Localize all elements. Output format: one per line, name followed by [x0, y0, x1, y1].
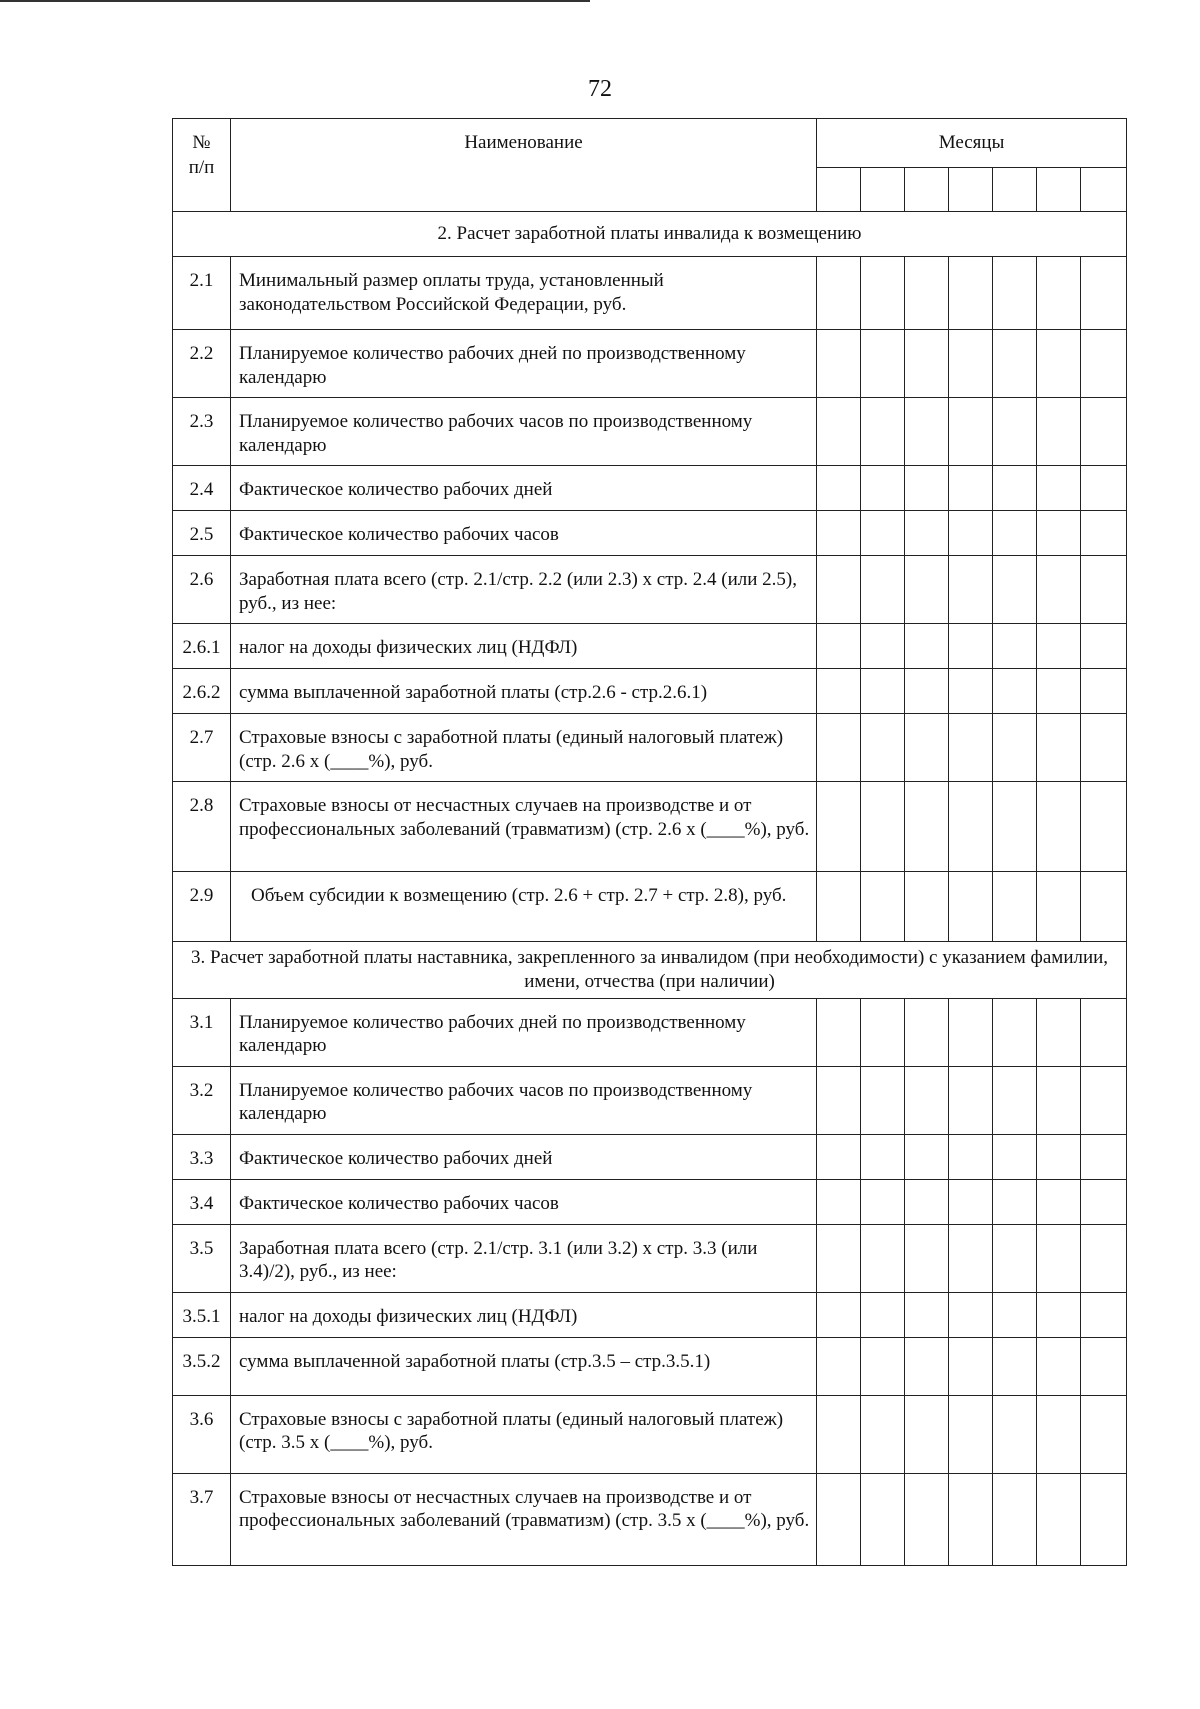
- month-slot-4: [949, 168, 993, 212]
- header-name-cell: [231, 119, 817, 212]
- month-value-cell[interactable]: [1037, 782, 1081, 872]
- month-value-cell[interactable]: [905, 466, 949, 511]
- month-value-cell[interactable]: [1081, 1066, 1127, 1134]
- month-slot-2: [861, 168, 905, 212]
- month-value-cell[interactable]: [861, 1066, 905, 1134]
- month-value-cell[interactable]: [949, 330, 993, 398]
- table-row: [173, 1134, 1127, 1179]
- month-value-cell[interactable]: [817, 714, 861, 782]
- section-title: 3. Расчет заработной платы наставника, закрепленного за инвалидом (при необходимости) с указанием фамилии, имени, отчества (при наличии): [173, 942, 1127, 999]
- month-value-cell[interactable]: [861, 398, 905, 466]
- header-num-cell: [173, 119, 231, 212]
- month-value-cell[interactable]: [1037, 398, 1081, 466]
- row-number: 2.4: [173, 466, 231, 511]
- month-value-cell[interactable]: [817, 511, 861, 556]
- row-number: 3.1: [173, 998, 231, 1066]
- month-value-cell[interactable]: [949, 1337, 993, 1395]
- row-number: 2.1: [173, 257, 231, 330]
- row-name: налог на доходы физических лиц (НДФЛ): [231, 624, 817, 669]
- month-value-cell[interactable]: [949, 669, 993, 714]
- month-slot-3: [905, 168, 949, 212]
- table-row: [173, 872, 1127, 942]
- month-value-cell[interactable]: [1037, 872, 1081, 942]
- month-value-cell[interactable]: [993, 669, 1037, 714]
- month-value-cell[interactable]: [993, 624, 1037, 669]
- month-value-cell[interactable]: [993, 1292, 1037, 1337]
- month-value-cell[interactable]: [905, 624, 949, 669]
- month-value-cell[interactable]: [817, 556, 861, 624]
- month-value-cell[interactable]: [949, 1134, 993, 1179]
- row-number: 3.7: [173, 1473, 231, 1565]
- month-value-cell[interactable]: [817, 1337, 861, 1395]
- table-row: [173, 1337, 1127, 1395]
- table-row: [173, 782, 1127, 872]
- month-value-cell[interactable]: [1081, 624, 1127, 669]
- month-value-cell[interactable]: [861, 782, 905, 872]
- month-value-cell[interactable]: [861, 998, 905, 1066]
- month-value-cell[interactable]: [817, 1224, 861, 1292]
- month-value-cell[interactable]: [1081, 556, 1127, 624]
- row-name: Фактическое количество рабочих часов: [231, 511, 817, 556]
- month-value-cell[interactable]: [861, 1473, 905, 1565]
- month-value-cell[interactable]: [1037, 257, 1081, 330]
- header-months-cell: [817, 119, 1127, 168]
- month-value-cell[interactable]: [861, 1395, 905, 1473]
- row-name: Планируемое количество рабочих дней по производственному календарю: [231, 330, 817, 398]
- scan-top-edge-line: [0, 0, 590, 2]
- month-value-cell[interactable]: [1037, 330, 1081, 398]
- month-value-cell[interactable]: [1081, 330, 1127, 398]
- row-name: сумма выплаченной заработной платы (стр.3.5 – стр.3.5.1): [231, 1337, 817, 1395]
- table-row: [173, 1179, 1127, 1224]
- month-value-cell[interactable]: [993, 1179, 1037, 1224]
- row-name: сумма выплаченной заработной платы (стр.2.6 - стр.2.6.1): [231, 669, 817, 714]
- row-name: Планируемое количество рабочих часов по производственному календарю: [231, 398, 817, 466]
- row-number: 3.5: [173, 1224, 231, 1292]
- month-value-cell[interactable]: [817, 1395, 861, 1473]
- month-value-cell[interactable]: [1081, 398, 1127, 466]
- month-value-cell[interactable]: [905, 872, 949, 942]
- row-name: Заработная плата всего (стр. 2.1/стр. 2.2 (или 2.3) x стр. 2.4 (или 2.5), руб., из нее:: [231, 556, 817, 624]
- header-num-sub-label: п/п: [188, 156, 215, 178]
- table-row: [173, 398, 1127, 466]
- month-value-cell[interactable]: [1081, 1395, 1127, 1473]
- row-number: 2.8: [173, 782, 231, 872]
- month-value-cell[interactable]: [861, 556, 905, 624]
- month-value-cell[interactable]: [905, 782, 949, 872]
- month-value-cell[interactable]: [905, 511, 949, 556]
- month-value-cell[interactable]: [949, 872, 993, 942]
- month-value-cell[interactable]: [993, 1134, 1037, 1179]
- month-value-cell[interactable]: [817, 1066, 861, 1134]
- month-value-cell[interactable]: [1081, 1179, 1127, 1224]
- month-value-cell[interactable]: [1081, 1337, 1127, 1395]
- month-value-cell[interactable]: [817, 872, 861, 942]
- row-name: Страховые взносы с заработной платы (единый налоговый платеж) (стр. 3.5 х (____%), руб.: [231, 1395, 817, 1473]
- month-value-cell[interactable]: [817, 1179, 861, 1224]
- page-number: 72: [588, 76, 612, 102]
- row-number: 3.4: [173, 1179, 231, 1224]
- month-value-cell[interactable]: [817, 1134, 861, 1179]
- header-name-label: Наименование: [464, 132, 583, 153]
- month-value-cell[interactable]: [949, 624, 993, 669]
- month-value-cell[interactable]: [817, 782, 861, 872]
- table-row: [173, 511, 1127, 556]
- month-value-cell[interactable]: [861, 511, 905, 556]
- row-name: Страховые взносы от несчастных случаев на производстве и от профессиональных заболеваний (травматизм) (стр. 3.5 х (____%), руб.: [231, 1473, 817, 1565]
- table-row: [173, 466, 1127, 511]
- month-value-cell[interactable]: [905, 1179, 949, 1224]
- month-value-cell[interactable]: [1081, 1224, 1127, 1292]
- month-value-cell[interactable]: [1037, 624, 1081, 669]
- month-value-cell[interactable]: [1081, 1292, 1127, 1337]
- table-row: [173, 998, 1127, 1066]
- month-value-cell[interactable]: [1037, 714, 1081, 782]
- month-slot-7: [1081, 168, 1127, 212]
- header-num-label: №: [192, 132, 211, 153]
- month-value-cell[interactable]: [1081, 257, 1127, 330]
- month-value-cell[interactable]: [861, 1134, 905, 1179]
- month-value-cell[interactable]: [1081, 1134, 1127, 1179]
- month-value-cell[interactable]: [993, 398, 1037, 466]
- row-name: налог на доходы физических лиц (НДФЛ): [231, 1292, 817, 1337]
- row-number: 2.6: [173, 556, 231, 624]
- month-value-cell[interactable]: [949, 998, 993, 1066]
- month-value-cell[interactable]: [817, 1473, 861, 1565]
- month-value-cell[interactable]: [905, 1134, 949, 1179]
- month-value-cell[interactable]: [949, 1395, 993, 1473]
- month-value-cell[interactable]: [993, 511, 1037, 556]
- month-value-cell[interactable]: [817, 330, 861, 398]
- month-value-cell[interactable]: [949, 1179, 993, 1224]
- month-value-cell[interactable]: [1037, 1066, 1081, 1134]
- month-value-cell[interactable]: [861, 714, 905, 782]
- month-value-cell[interactable]: [993, 782, 1037, 872]
- section-header-row: [173, 942, 1127, 999]
- month-value-cell[interactable]: [817, 466, 861, 511]
- row-number: 3.6: [173, 1395, 231, 1473]
- month-value-cell[interactable]: [905, 1337, 949, 1395]
- table-body: [173, 212, 1127, 1566]
- table-row: [173, 1066, 1127, 1134]
- month-value-cell[interactable]: [1037, 1337, 1081, 1395]
- month-value-cell[interactable]: [993, 1395, 1037, 1473]
- month-value-cell[interactable]: [993, 556, 1037, 624]
- row-name: Фактическое количество рабочих дней: [231, 1134, 817, 1179]
- row-number: 2.9: [173, 872, 231, 942]
- month-value-cell[interactable]: [993, 872, 1037, 942]
- section-header-row: [173, 212, 1127, 257]
- table-row: [173, 556, 1127, 624]
- month-value-cell[interactable]: [1037, 511, 1081, 556]
- header-months-label: Месяцы: [938, 132, 1005, 154]
- month-value-cell[interactable]: [1037, 556, 1081, 624]
- month-value-cell[interactable]: [1037, 1473, 1081, 1565]
- month-value-cell[interactable]: [861, 872, 905, 942]
- month-value-cell[interactable]: [949, 466, 993, 511]
- month-value-cell[interactable]: [905, 330, 949, 398]
- month-slot-5: [993, 168, 1037, 212]
- month-value-cell[interactable]: [1081, 466, 1127, 511]
- month-value-cell[interactable]: [861, 330, 905, 398]
- month-value-cell[interactable]: [1081, 872, 1127, 942]
- row-name: Фактическое количество рабочих часов: [231, 1179, 817, 1224]
- month-slot-1: [817, 168, 861, 212]
- month-value-cell[interactable]: [861, 669, 905, 714]
- month-value-cell[interactable]: [949, 714, 993, 782]
- month-value-cell[interactable]: [1037, 466, 1081, 511]
- row-name: Заработная плата всего (стр. 2.1/стр. 3.1 (или 3.2) х стр. 3.3 (или 3.4)/2), руб., из нее:: [231, 1224, 817, 1292]
- table-row: [173, 624, 1127, 669]
- month-value-cell[interactable]: [949, 1224, 993, 1292]
- month-value-cell[interactable]: [1037, 669, 1081, 714]
- month-value-cell[interactable]: [1037, 1134, 1081, 1179]
- month-value-cell[interactable]: [905, 1224, 949, 1292]
- table-row: [173, 669, 1127, 714]
- month-value-cell[interactable]: [993, 1337, 1037, 1395]
- month-value-cell[interactable]: [949, 511, 993, 556]
- month-value-cell[interactable]: [993, 1224, 1037, 1292]
- month-value-cell[interactable]: [861, 1292, 905, 1337]
- month-value-cell[interactable]: [861, 1337, 905, 1395]
- month-value-cell[interactable]: [1081, 669, 1127, 714]
- month-value-cell[interactable]: [1081, 1473, 1127, 1565]
- table-header: [173, 119, 1127, 212]
- month-slot-6: [1037, 168, 1081, 212]
- month-value-cell[interactable]: [1081, 714, 1127, 782]
- month-value-cell[interactable]: [993, 1473, 1037, 1565]
- month-value-cell[interactable]: [905, 257, 949, 330]
- month-value-cell[interactable]: [861, 624, 905, 669]
- table-row: [173, 257, 1127, 330]
- row-name: Планируемое количество рабочих часов по производственному календарю: [231, 1066, 817, 1134]
- subsidy-calculation-table: [172, 118, 1127, 1566]
- table-row: [173, 1395, 1127, 1473]
- month-value-cell[interactable]: [949, 1473, 993, 1565]
- month-value-cell[interactable]: [817, 1292, 861, 1337]
- month-value-cell[interactable]: [949, 1292, 993, 1337]
- month-value-cell[interactable]: [905, 1395, 949, 1473]
- row-name: Минимальный размер оплаты труда, установленный законодательством Российской Федерации, руб.: [231, 257, 817, 330]
- month-value-cell[interactable]: [949, 398, 993, 466]
- row-number: 3.5.2: [173, 1337, 231, 1395]
- row-number: 2.6.1: [173, 624, 231, 669]
- month-value-cell[interactable]: [993, 714, 1037, 782]
- row-number: 3.3: [173, 1134, 231, 1179]
- row-name: Объем субсидии к возмещению (стр. 2.6 + стр. 2.7 + стр. 2.8), руб.: [231, 872, 817, 942]
- month-value-cell[interactable]: [861, 1179, 905, 1224]
- table-row: [173, 1292, 1127, 1337]
- month-value-cell[interactable]: [817, 998, 861, 1066]
- month-value-cell[interactable]: [861, 257, 905, 330]
- month-value-cell[interactable]: [905, 998, 949, 1066]
- month-value-cell[interactable]: [905, 669, 949, 714]
- month-value-cell[interactable]: [949, 257, 993, 330]
- row-name: Планируемое количество рабочих дней по производственному календарю: [231, 998, 817, 1066]
- month-value-cell[interactable]: [1081, 782, 1127, 872]
- row-number: 2.2: [173, 330, 231, 398]
- month-value-cell[interactable]: [1037, 1292, 1081, 1337]
- row-number: 2.6.2: [173, 669, 231, 714]
- month-value-cell[interactable]: [993, 998, 1037, 1066]
- month-value-cell[interactable]: [1037, 1179, 1081, 1224]
- month-value-cell[interactable]: [993, 330, 1037, 398]
- table-row: [173, 1473, 1127, 1565]
- month-value-cell[interactable]: [949, 556, 993, 624]
- month-value-cell[interactable]: [817, 398, 861, 466]
- month-value-cell[interactable]: [905, 1473, 949, 1565]
- row-number: 2.3: [173, 398, 231, 466]
- month-value-cell[interactable]: [905, 398, 949, 466]
- row-name: Страховые взносы от несчастных случаев на производстве и от профессиональных заболеваний (травматизм) (стр. 2.6 х (____%), руб.: [231, 782, 817, 872]
- row-number: 2.5: [173, 511, 231, 556]
- month-value-cell[interactable]: [993, 1066, 1037, 1134]
- section-title: 2. Расчет заработной платы инвалида к возмещению: [173, 212, 1127, 257]
- month-value-cell[interactable]: [817, 624, 861, 669]
- month-value-cell[interactable]: [861, 466, 905, 511]
- month-value-cell[interactable]: [993, 466, 1037, 511]
- month-value-cell[interactable]: [817, 669, 861, 714]
- table-row: [173, 330, 1127, 398]
- month-value-cell[interactable]: [1037, 998, 1081, 1066]
- month-value-cell[interactable]: [1037, 1395, 1081, 1473]
- month-value-cell[interactable]: [905, 1292, 949, 1337]
- month-value-cell[interactable]: [949, 782, 993, 872]
- month-value-cell[interactable]: [905, 1066, 949, 1134]
- month-value-cell[interactable]: [1037, 1224, 1081, 1292]
- row-name: Страховые взносы с заработной платы (единый налоговый платеж) (стр. 2.6 х (____%), руб.: [231, 714, 817, 782]
- month-value-cell[interactable]: [861, 1224, 905, 1292]
- row-number: 2.7: [173, 714, 231, 782]
- row-name: Фактическое количество рабочих дней: [231, 466, 817, 511]
- table-row: [173, 714, 1127, 782]
- month-value-cell[interactable]: [1081, 511, 1127, 556]
- month-value-cell[interactable]: [993, 257, 1037, 330]
- month-value-cell[interactable]: [817, 257, 861, 330]
- month-value-cell[interactable]: [905, 556, 949, 624]
- month-value-cell[interactable]: [949, 1066, 993, 1134]
- month-value-cell[interactable]: [905, 714, 949, 782]
- row-number: 3.5.1: [173, 1292, 231, 1337]
- table-row: [173, 1224, 1127, 1292]
- month-value-cell[interactable]: [1081, 998, 1127, 1066]
- row-number: 3.2: [173, 1066, 231, 1134]
